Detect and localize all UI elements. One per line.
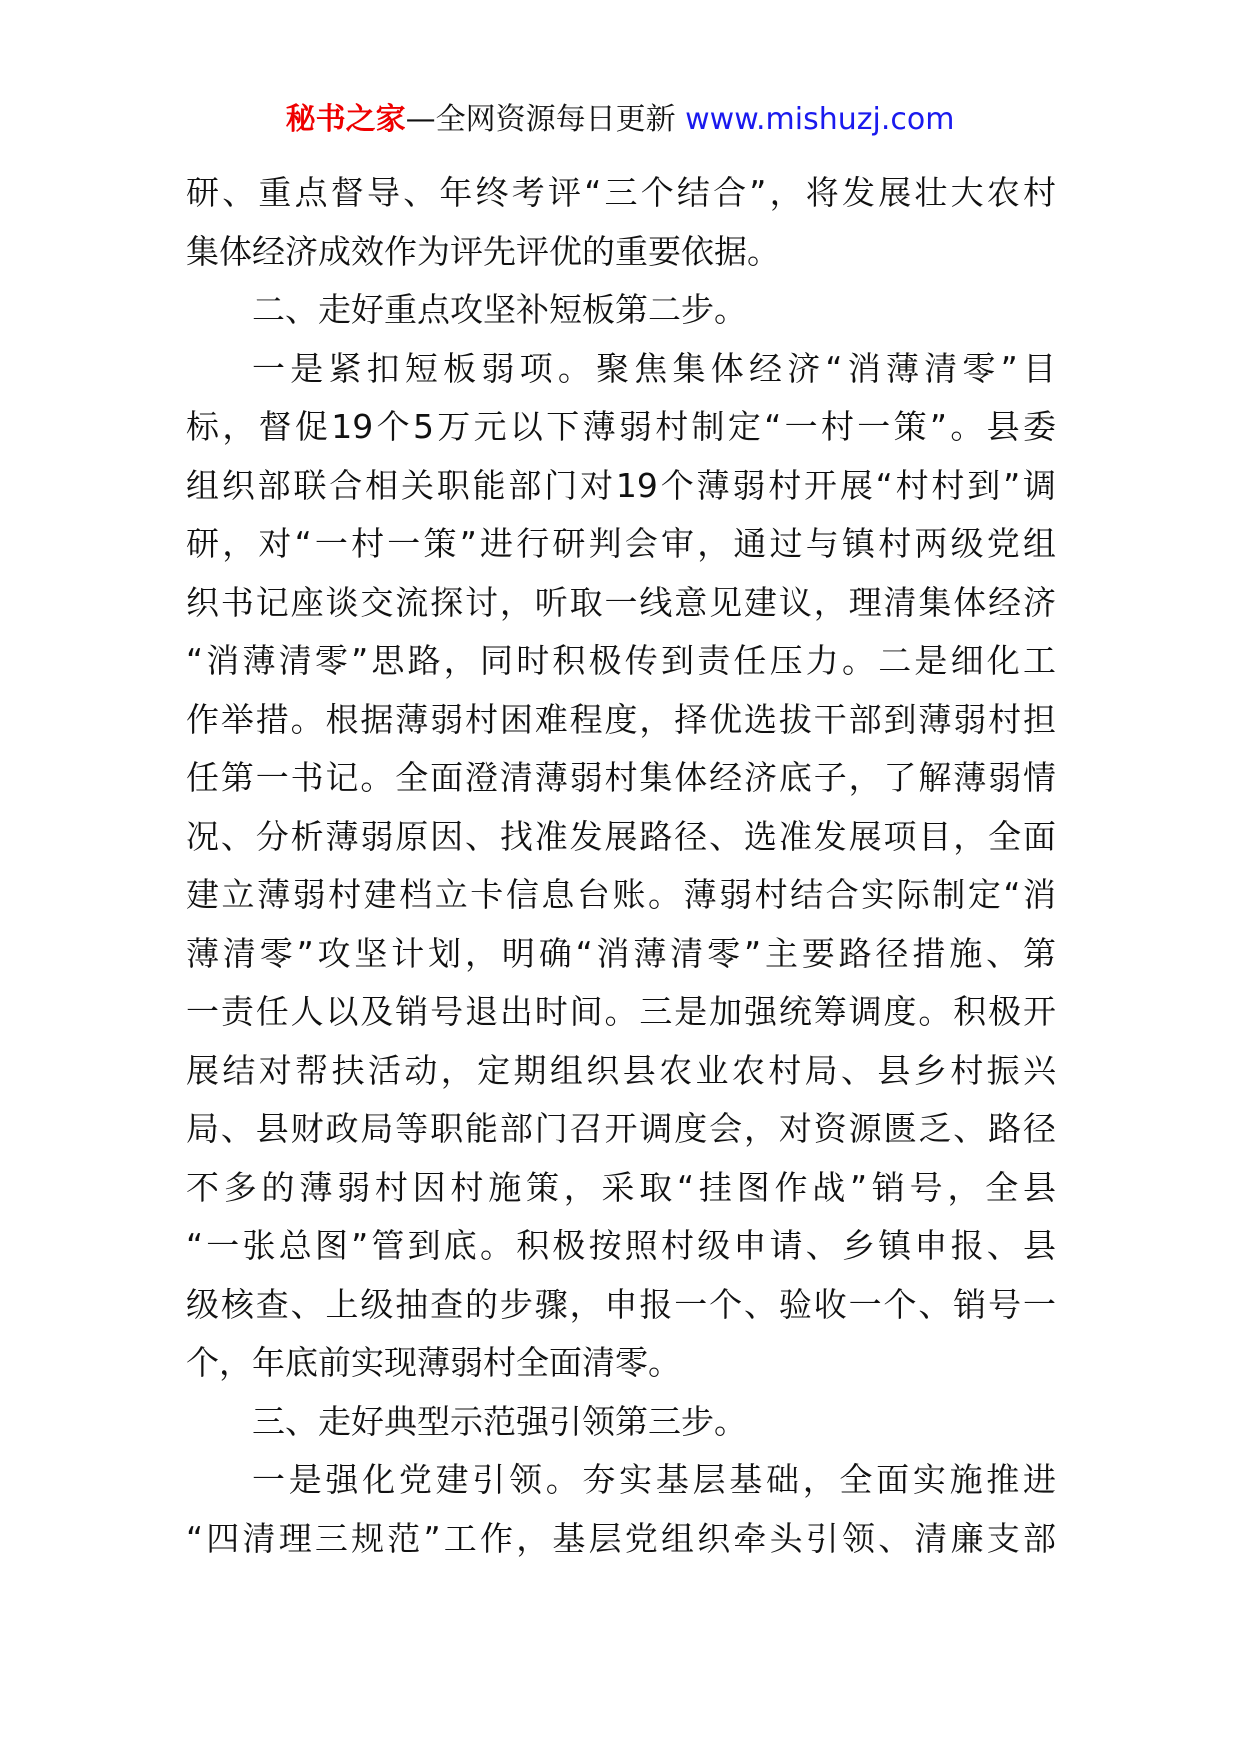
section-heading: 三、走好典型示范强引领第三步。: [252, 1401, 747, 1441]
text-line: 况、分析薄弱原因、找准发展路径、选准发展项目，全面: [186, 816, 1056, 856]
text-line: 薄清零”攻坚计划，明确“消薄清零”主要路径措施、第: [186, 933, 1056, 973]
document-body: [186, 164, 1056, 1568]
text-line: 研，对“一村一策”进行研判会审，通过与镇村两级党组: [186, 524, 1056, 563]
text-line: 个，年底前实现薄弱村全面清零。: [186, 1343, 681, 1382]
text-line: 一责任人以及销号退出时间。三是加强统筹调度。积极开: [186, 992, 1056, 1031]
text-line: “四清理三规范”工作，基层党组织牵头引领、清廉支部: [186, 1518, 1056, 1558]
text-line: 标，督促19个5万元以下薄弱村制定“一村一策”。县委: [186, 407, 1056, 446]
text-line: “消薄清零”思路，同时积极传到责任压力。二是细化工: [186, 641, 1056, 680]
text-line: 织书记座谈交流探讨，听取一线意见建议，理清集体经济: [186, 582, 1056, 622]
text-line: 级核查、上级抽查的步骤，申报一个、验收一个、销号一: [186, 1284, 1056, 1324]
text-line: 局、县财政局等职能部门召开调度会，对资源匮乏、路径: [186, 1109, 1056, 1148]
paragraph-start-line: 一是紧扣短板弱项。聚焦集体经济“消薄清零”目: [252, 348, 1056, 388]
text-line: 研、重点督导、年终考评“三个结合”，将发展壮大农村: [186, 173, 1056, 212]
page-header: [0, 100, 1240, 140]
text-line: 展结对帮扶活动，定期组织县农业农村局、县乡村振兴: [186, 1050, 1056, 1090]
text-line: 作举措。根据薄弱村困难程度，择优选拔干部到薄弱村担: [186, 699, 1056, 739]
section-heading: 二、走好重点攻坚补短板第二步。: [252, 290, 747, 329]
site-url-link[interactable]: www.mishuzj.com: [685, 102, 955, 137]
text-line: 建立薄弱村建档立卡信息台账。薄弱村结合实际制定“消: [186, 875, 1056, 914]
text-line: 集体经济成效作为评先评优的重要依据。: [186, 231, 780, 271]
header-tagline: —全网资源每日更新: [405, 102, 676, 137]
text-line: 组织部联合相关职能部门对19个薄弱村开展“村村到”调: [186, 465, 1056, 505]
paragraph-start-line: 一是强化党建引领。夯实基层基础，全面实施推进: [252, 1460, 1056, 1499]
text-line: 不多的薄弱村因村施策，采取“挂图作战”销号，全县: [186, 1167, 1056, 1207]
text-line: “一张总图”管到底。积极按照村级申请、乡镇申报、县: [186, 1226, 1056, 1265]
text-line: 任第一书记。全面澄清薄弱村集体经济底子，了解薄弱情: [186, 758, 1056, 797]
brand-name: 秘书之家: [285, 102, 406, 137]
